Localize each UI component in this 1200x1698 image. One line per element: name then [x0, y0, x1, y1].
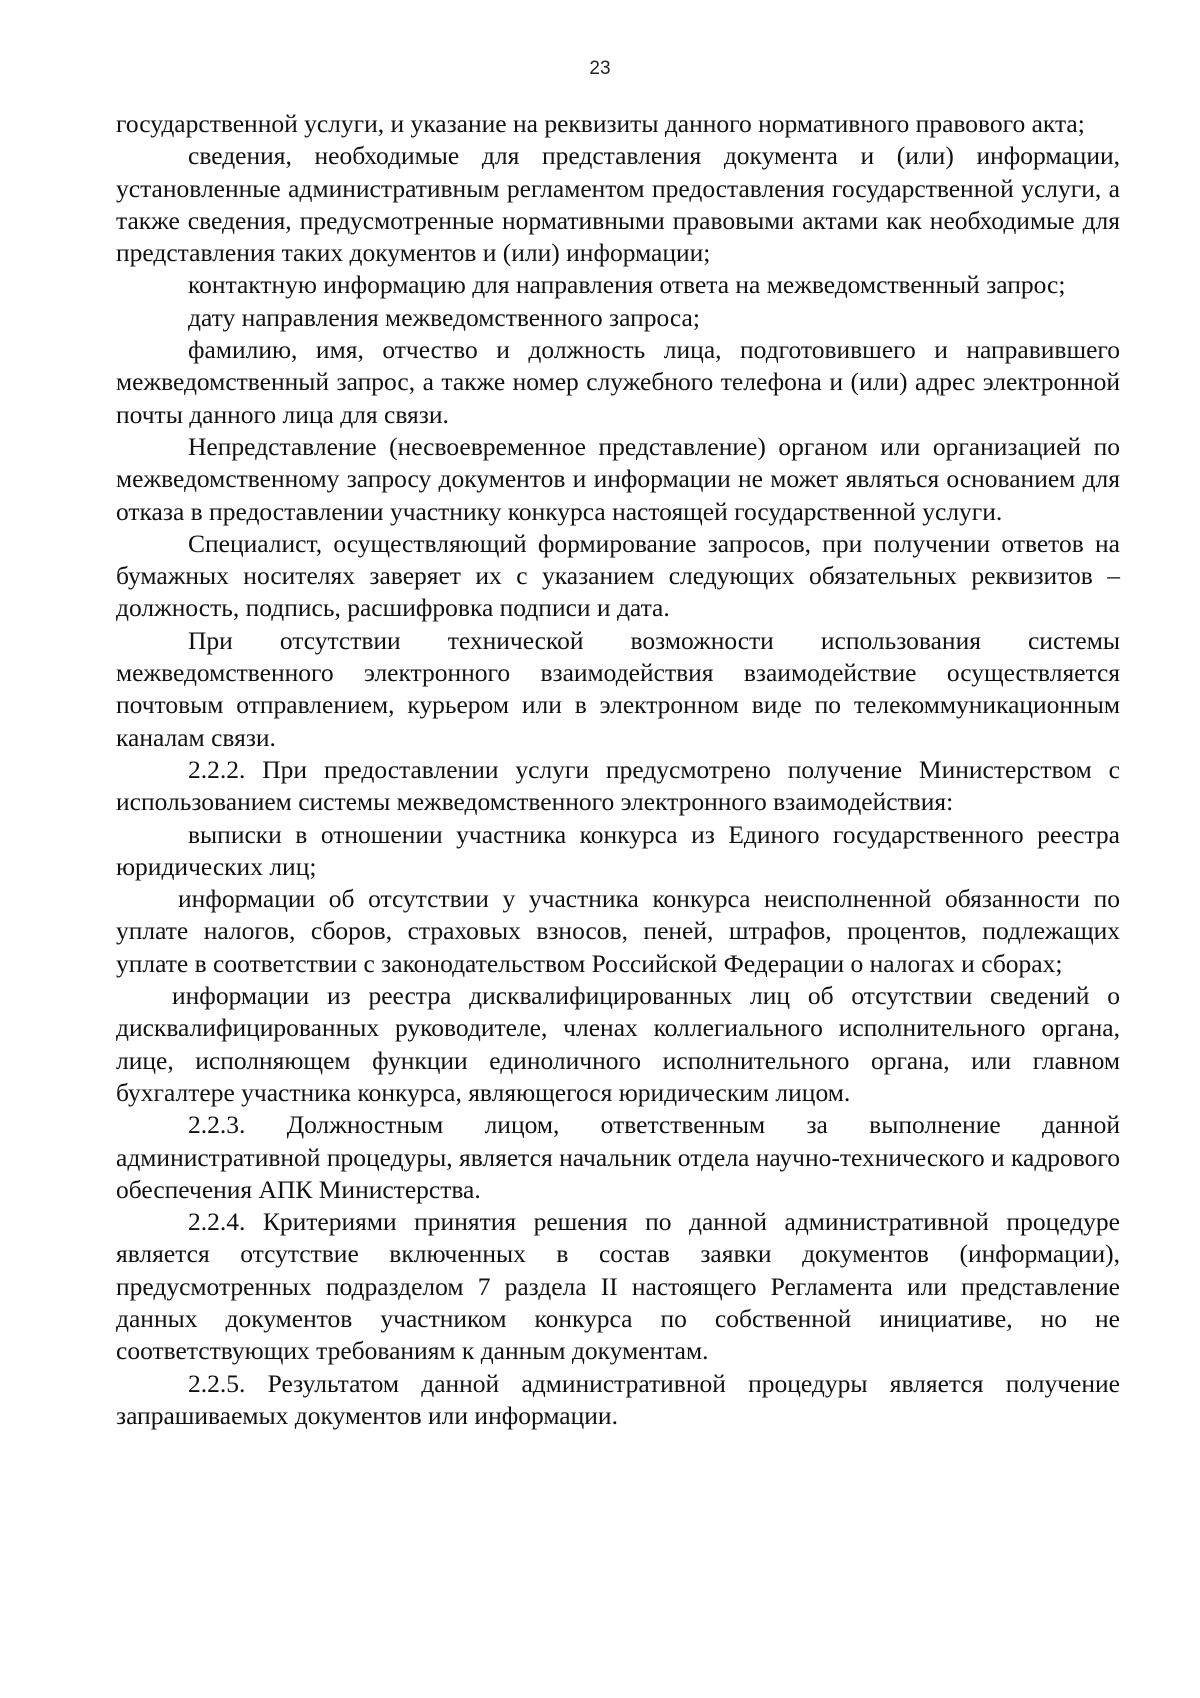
paragraph-11: информации об отсутствии у участника конкурса неисполненной обязанности по уплате налогов, сборов, страховых взносов, пеней, штрафов, процентов, подлежащих уплате в соответствии с законодательством Российской Федерации о налогах и сборах;: [116, 884, 1120, 978]
paragraph-4: дату направления межведомственного запроса;: [188, 302, 700, 332]
paragraph-8: При отсутствии технической возможности использования системы межведомственного электронного взаимодействия взаимодействие осуществляется почтовым отправлением, курьером или в электронном виде по телекоммуникационным каналам связи.: [116, 625, 1120, 752]
paragraph-9: 2.2.2. При предоставлении услуги предусмотрено получение Министерством с использованием системы межведомственного электронного взаимодействия:: [116, 754, 1120, 817]
paragraph-12: информации из реестра дисквалифицированных лиц об отсутствии сведений о дисквалифицированных руководителе, членах коллегиального исполнительного органа, лице, исполняющем функции единоличного исполнительного органа, или главном бухгалтере участника конкурса, являющегося юридическим лицом.: [116, 981, 1120, 1107]
paragraph-3: контактную информацию для направления ответа на межведомственный запрос;: [188, 270, 1066, 300]
paragraph-13: 2.2.3. Должностным лицом, ответственным за выполнение данной административной процедуры, является начальник отдела научно-технического и кадрового обеспечения АПК Министерства.: [116, 1110, 1120, 1204]
paragraph-2: сведения, необходимые для представления документа и (или) информации, установленные административным регламентом предоставления государственной услуги, а также сведения, предусмотренные нормативными правовыми актами как необходимые для представления таких документов и (или) информации;: [116, 141, 1120, 268]
paragraph-14: 2.2.4. Критериями принятия решения по данной административной процедуре является отсутствие включенных в состав заявки документов (информации), предусмотренных подразделом 7 раздела II настоящего Регламента или представление данных документов участником конкурса по собственной инициативе, но не соответствующих требованиям к данным документам.: [116, 1207, 1120, 1366]
document-body: [116, 108, 1120, 1432]
paragraph-7: Специалист, осуществляющий формирование запросов, при получении ответов на бумажных носителях заверяет их с указанием следующих обязательных реквизитов – должность, подпись, расшифровка подписи и дата.: [116, 528, 1120, 623]
page-number: 23: [589, 58, 611, 79]
paragraph-10: выписки в отношении участника конкурса из Единого государственного реестра юридических лиц;: [116, 819, 1120, 881]
paragraph-6: Непредставление (несвоевременное представление) органом или организацией по межведомственному запросу документов и информации не может являться основанием для отказа в предоставлении участнику конкурса настоящей государственной услуги.: [116, 431, 1120, 526]
paragraph-1: государственной услуги, и указание на реквизиты данного нормативного правового акта;: [116, 109, 1085, 138]
paragraph-15: 2.2.5. Результатом данной административной процедуры является получение запрашиваемых документов или информации.: [116, 1368, 1120, 1430]
paragraph-5: фамилию, имя, отчество и должность лица, подготовившего и направившего межведомственный запрос, а также номер служебного телефона и (или) адрес электронной почты данного лица для связи.: [116, 335, 1120, 429]
